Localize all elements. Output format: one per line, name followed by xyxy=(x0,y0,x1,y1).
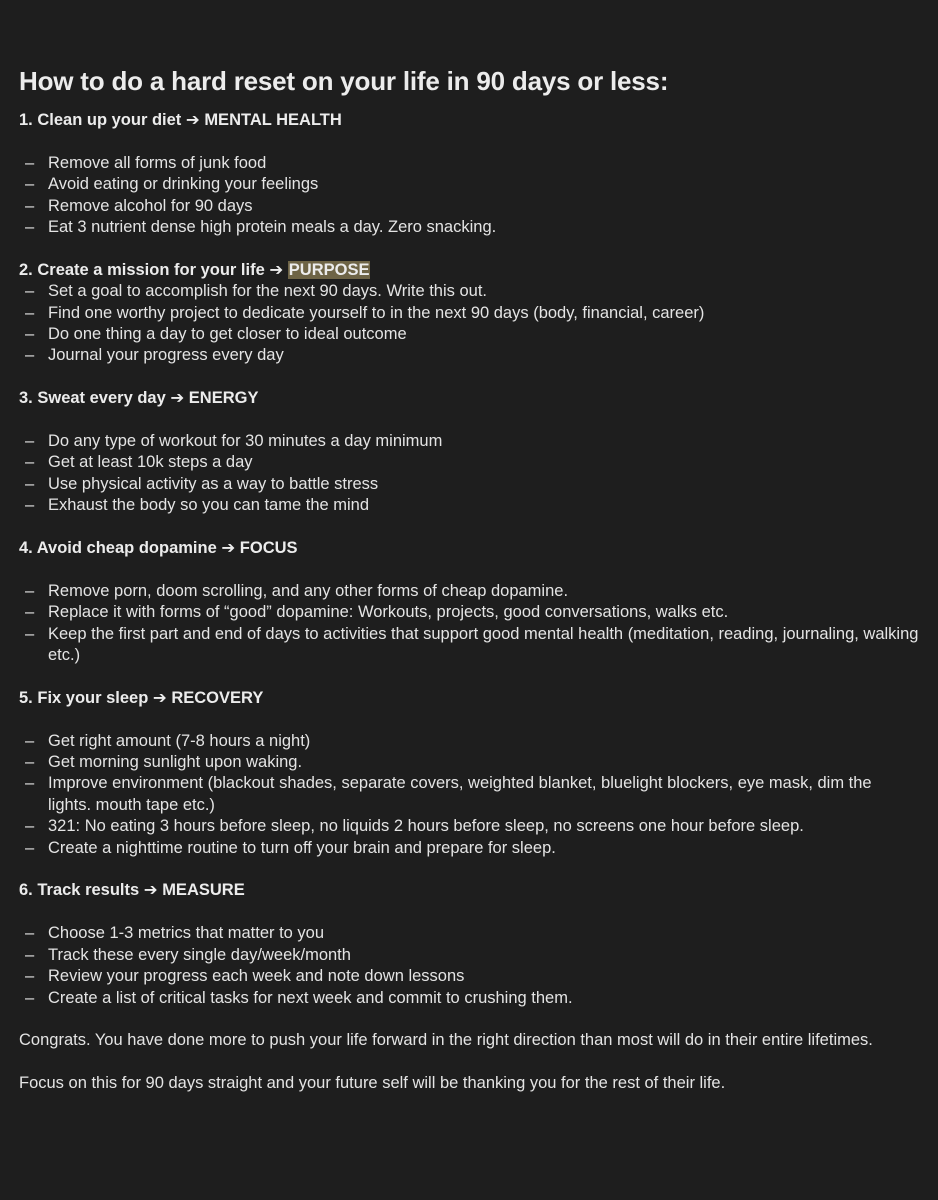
list-item xyxy=(19,281,919,302)
list-item xyxy=(19,731,919,752)
list-item-text: Create a nighttime routine to turn off your brain and prepare for sleep. xyxy=(48,838,556,857)
dash-bullet: – xyxy=(25,603,35,622)
section-dopamine xyxy=(19,538,919,666)
list-item-text: Set a goal to accomplish for the next 90 days. Write this out. xyxy=(48,282,488,301)
list-item-text: Do any type of workout for 30 minutes a day minimum xyxy=(48,432,443,451)
section-title: Track results xyxy=(37,881,140,900)
dash-bullet: – xyxy=(25,924,35,943)
list-item-text: Track these every single day/week/month xyxy=(48,945,351,964)
section-track xyxy=(19,880,919,1008)
section-keyword: MENTAL HEALTH xyxy=(204,111,342,129)
document xyxy=(19,63,919,1095)
list-item xyxy=(19,217,919,238)
list-item xyxy=(19,474,919,495)
dash-bullet: – xyxy=(25,474,35,493)
list-item xyxy=(19,431,919,452)
dash-bullet: – xyxy=(25,496,35,515)
list-item-text: Replace it with forms of “good” dopamine: Workouts, projects, good conversations, walks etc. xyxy=(48,603,729,622)
list-item-text: Review your progress each week and note down lessons xyxy=(48,967,465,986)
arrow-right-icon: ➔ xyxy=(152,688,167,707)
list-item xyxy=(19,303,919,324)
dash-bullet: – xyxy=(25,303,35,322)
arrow-right-icon: ➔ xyxy=(143,881,158,900)
section-sleep xyxy=(19,688,919,859)
list-item-text: Choose 1-3 metrics that matter to you xyxy=(48,924,325,943)
section-title: Fix your sleep xyxy=(37,688,149,707)
list-item-text: Avoid eating or drinking your feelings xyxy=(48,175,319,194)
dash-bullet: – xyxy=(25,196,35,215)
dash-bullet: – xyxy=(25,945,35,964)
section-number: 2. xyxy=(19,260,33,279)
section-keyword: ENERGY xyxy=(188,389,259,408)
section-keyword-highlighted: PURPOSE xyxy=(288,260,370,279)
section-diet xyxy=(19,110,919,238)
list-item xyxy=(19,966,919,987)
dash-bullet: – xyxy=(25,988,35,1007)
list-item xyxy=(19,324,919,345)
section-heading xyxy=(19,688,919,709)
page-title: How to do a hard reset on your life in 90 days or less: xyxy=(19,66,669,96)
bullet-list xyxy=(19,731,919,859)
list-item xyxy=(19,602,919,623)
list-item-text: Eat 3 nutrient dense high protein meals a day. Zero snacking. xyxy=(48,218,497,237)
list-item-text: Create a list of critical tasks for next week and commit to crushing them. xyxy=(48,988,573,1007)
list-item xyxy=(19,624,919,667)
list-item-text: Get right amount (7-8 hours a night) xyxy=(48,731,311,750)
section-number: 5. xyxy=(19,688,33,707)
list-item xyxy=(19,495,919,516)
section-number: 4. xyxy=(19,539,33,558)
list-item-text: 321: No eating 3 hours before sleep, no liquids 2 hours before sleep, no screens one hour before sleep. xyxy=(48,817,804,836)
dash-bullet: – xyxy=(25,817,35,836)
arrow-right-icon: ➔ xyxy=(185,111,200,129)
section-keyword: FOCUS xyxy=(239,539,298,558)
list-item xyxy=(19,838,919,859)
spacer xyxy=(19,99,919,110)
list-item-text: Keep the first part and end of days to activities that support good mental health (meditation, reading, journaling, walking etc.) xyxy=(48,624,919,665)
list-item-text: Improve environment (blackout shades, separate covers, weighted blanket, bluelight blockers, eye mask, dim the lights. mouth tape etc.) xyxy=(48,774,872,814)
list-item-text: Remove porn, doom scrolling, and any other forms of cheap dopamine. xyxy=(48,581,569,600)
dash-bullet: – xyxy=(25,967,35,986)
dash-bullet: – xyxy=(25,774,35,793)
dash-bullet: – xyxy=(25,731,35,750)
list-item xyxy=(19,752,919,773)
section-sweat xyxy=(19,388,919,516)
list-item xyxy=(19,153,919,174)
section-heading xyxy=(19,260,919,281)
list-item xyxy=(19,196,919,217)
list-item xyxy=(19,174,919,195)
list-item-text: Remove alcohol for 90 days xyxy=(48,196,253,215)
list-item-text: Find one worthy project to dedicate yourself to in the next 90 days (body, financial, career) xyxy=(48,303,705,322)
dash-bullet: – xyxy=(25,325,35,344)
bullet-list xyxy=(19,923,919,1009)
closing-paragraph: Focus on this for 90 days straight and your future self will be thanking you for the rest of their life. xyxy=(19,1074,726,1093)
arrow-right-icon: ➔ xyxy=(269,260,284,279)
closing-paragraph: Congrats. You have done more to push your life forward in the right direction than most will do in their entire lifetimes. xyxy=(19,1031,873,1050)
list-item-text: Use physical activity as a way to battle stress xyxy=(48,474,379,493)
dash-bullet: – xyxy=(25,581,35,600)
list-item-text: Do one thing a day to get closer to ideal outcome xyxy=(48,325,407,344)
list-item-text: Get at least 10k steps a day xyxy=(48,453,253,472)
section-number: 3. xyxy=(19,389,33,408)
bullet-list xyxy=(19,581,919,667)
section-mission xyxy=(19,260,919,367)
section-number: 1. xyxy=(19,111,33,129)
list-item xyxy=(19,345,919,366)
section-number: 6. xyxy=(19,881,33,900)
dash-bullet: – xyxy=(25,838,35,857)
list-item-text: Journal your progress every day xyxy=(48,346,284,365)
section-heading xyxy=(19,388,919,409)
section-heading xyxy=(19,880,919,901)
list-item-text: Remove all forms of junk food xyxy=(48,153,267,172)
section-title: Create a mission for your life xyxy=(37,260,265,279)
dash-bullet: – xyxy=(25,175,35,194)
section-heading xyxy=(19,538,919,559)
section-keyword: RECOVERY xyxy=(171,688,264,707)
list-item xyxy=(19,816,919,837)
bullet-list xyxy=(19,281,919,367)
list-item xyxy=(19,452,919,473)
bullet-list xyxy=(19,153,919,239)
list-item xyxy=(19,988,919,1009)
bullet-list xyxy=(19,431,919,517)
section-heading xyxy=(19,110,919,131)
dash-bullet: – xyxy=(25,432,35,451)
list-item-text: Get morning sunlight upon waking. xyxy=(48,753,303,772)
dash-bullet: – xyxy=(25,153,35,172)
list-item xyxy=(19,773,919,816)
arrow-right-icon: ➔ xyxy=(221,539,236,558)
section-title: Sweat every day xyxy=(37,389,166,408)
dash-bullet: – xyxy=(25,453,35,472)
section-title: Clean up your diet xyxy=(37,111,182,129)
list-item xyxy=(19,581,919,602)
section-title: Avoid cheap dopamine xyxy=(36,539,217,558)
list-item xyxy=(19,945,919,966)
dash-bullet: – xyxy=(25,753,35,772)
dash-bullet: – xyxy=(25,346,35,365)
dash-bullet: – xyxy=(25,282,35,301)
list-item-text: Exhaust the body so you can tame the mind xyxy=(48,496,370,515)
arrow-right-icon: ➔ xyxy=(170,389,185,408)
section-keyword: MEASURE xyxy=(162,881,245,900)
dash-bullet: – xyxy=(25,624,35,643)
list-item xyxy=(19,923,919,944)
dash-bullet: – xyxy=(25,218,35,237)
